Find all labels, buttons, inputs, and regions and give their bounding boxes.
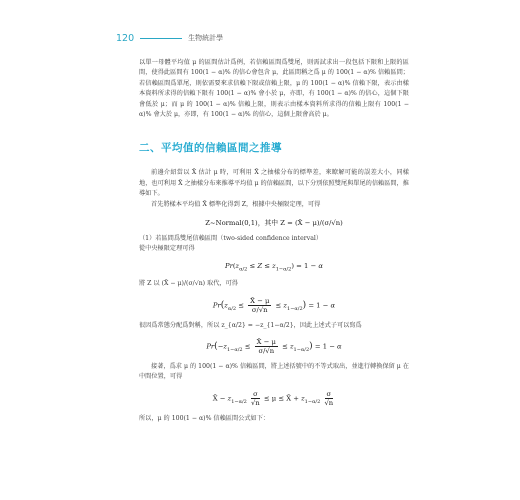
- header-rule: [140, 38, 182, 39]
- substitution-text: 將 Z 以 (X̄ − μ)/(σ/√n) 取代，可得: [139, 280, 238, 288]
- conclusion-text: 所以，μ 的 100(1 − α)% 信賴區間公式如下：: [139, 414, 270, 422]
- symmetry-text: 很因爲常態分配爲對稱，所以 z_{α/2} = −z_{1−α/2}，因此上述式子可以寫爲: [139, 321, 362, 329]
- case1-heading: （1）若區間爲雙尾信賴區間（two-sided confidence interval）: [139, 235, 323, 243]
- case1-text: 從中央極限定理可得: [139, 245, 195, 253]
- equation-probability-standardized: $Pr(z_{\alpha/2}$ ≤ $\frac{X̄ - \mu}{\sigma/√n}$ ≤ $z_{1-\alpha/2}) = 1 - \alpha$: [212, 296, 336, 314]
- intro-paragraph: 以單一母體平均值 μ 的區間估計爲例，若信賴區間爲雙尾，則需試求出一段包括下限和上限的區間，使得此區間有 100(1 − α)% 的信心會包含 μ，此區間稱之爲 μ 的 100(1 − α)% 信賴區間；若信賴區間爲單尾，則依需要來求信賴下限或信賴上限，μ 的 100(1 − α)% 信賴下限，表示由樣本資料所求得的信賴下限有 100(1 − α)% 會小於 μ，亦即，有 100(1 − α)% 的信心，這個下限會低於 μ；而 μ 的 100(1 − α)% 信賴上限，則表示由樣本資料所求得的信賴上限有 100(1 − α)% 會大於 μ，亦即，有 100(1 − α)% 的信心，這個上限會高於 μ。: [139, 59, 409, 119]
- equation-probability-z: $Pr(z_{\alpha/2} \le Z \le z_{1-\alpha/2}) = 1 - \alpha$: [225, 261, 323, 273]
- page-header: [116, 31, 223, 45]
- equation-interval: X̄ − $z_{1-\alpha/2}$ $\frac{\sigma}{√n}$ ≤ μ ≤ X̄ + $z_{1-\alpha/2}$ $\frac{\sigma}{√n}$: [212, 389, 334, 407]
- inversion-text: 接著，爲求 μ 的 100(1 − α)% 信賴區間，將上述括號中的不等式取出，並進行轉換保留 μ 在中間位置，可得: [139, 363, 409, 381]
- book-title: 生物統計學: [188, 34, 224, 42]
- equation-z-normal: Z~Normal(0,1)，其中 Z = (X̄ − μ)/(σ/√n): [205, 219, 343, 228]
- page-number: 120: [116, 32, 135, 44]
- derivation-intro: 前邊介紹當以 X̄ 估計 μ 時，可利用 X̄ 之抽樣分布的標準差，來瞭解可能的誤差大小，同樣地，也可利用 X̄ 之抽樣分布來推導平均值 μ 的信賴區間，以下分別依照雙尾與單尾的信賴區間，推導如下。: [139, 169, 409, 198]
- standardize-text: 首先將樣本平均值 X̄ 標準化得到 Z，根據中央極限定理，可得: [151, 200, 321, 208]
- page-body: [139, 58, 409, 424]
- equation-probability-symmetric: $Pr(-z_{1-\alpha/2}$ ≤ $\frac{X̄ - \mu}{\sigma/√n}$ ≤ $z_{1-\alpha/2}) = 1 - \alpha$: [206, 338, 342, 356]
- section-heading: 二、平均值的信賴區間之推導: [139, 142, 282, 155]
